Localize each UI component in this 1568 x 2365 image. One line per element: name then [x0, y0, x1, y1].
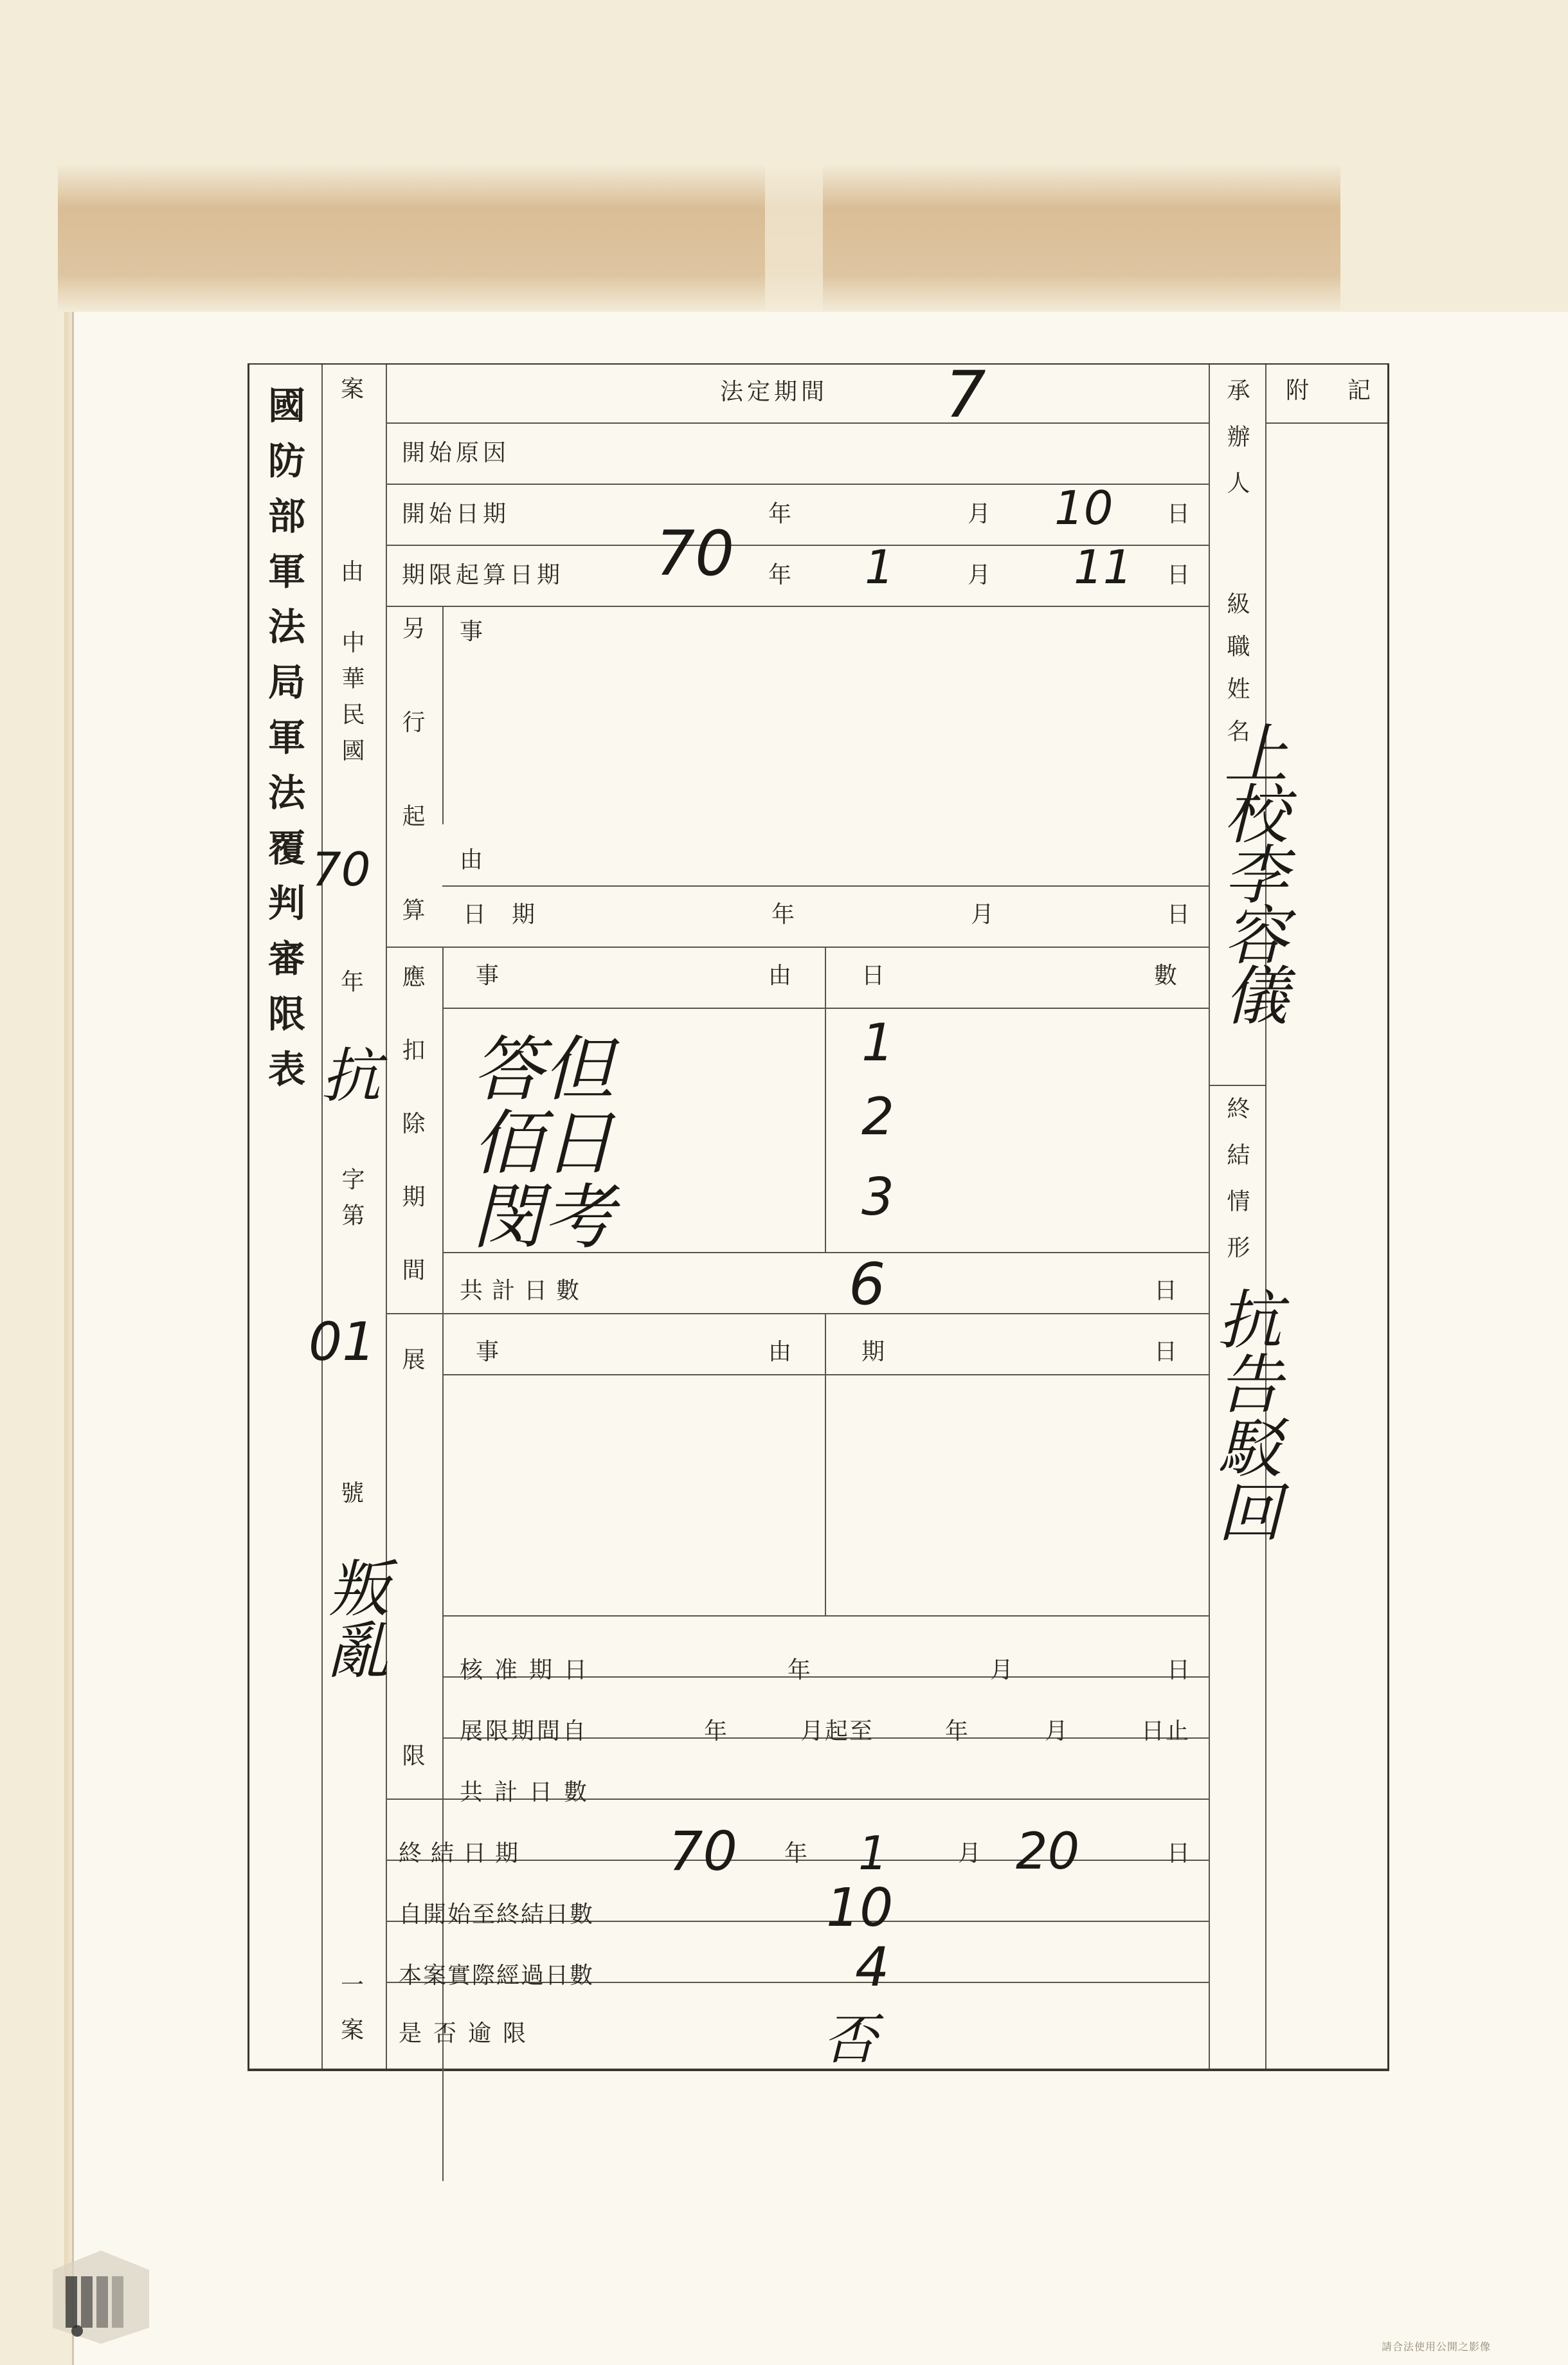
end-date-month-label: 月 — [958, 1840, 986, 1867]
extension-range-month-from: 月起至 — [800, 1718, 874, 1744]
label-an: 案 — [341, 2017, 368, 2043]
hw-deduct-row2-days: 2 — [861, 1087, 894, 1146]
hw-case-number: 01 — [309, 1312, 376, 1373]
deduct-col-count: 數 — [1154, 963, 1182, 989]
start-date-label: 開始日期 — [402, 501, 510, 527]
hw-actual-days: 4 — [855, 1935, 890, 1998]
start-reason-label: 開始原因 — [402, 440, 510, 466]
hw-end-day: 20 — [1016, 1823, 1080, 1881]
end-date-day-label: 日 — [1167, 1840, 1194, 1867]
hw-deduct-row2-matter: 佰日 — [473, 1102, 614, 1184]
separate-inner-divider — [442, 606, 444, 824]
hw-limit-month: 1 — [865, 540, 894, 594]
extension-approve-day: 日 — [1167, 1657, 1194, 1683]
limit-day-label: 日 — [1167, 562, 1194, 588]
result-label: 終結情形 — [1223, 1096, 1250, 1282]
hw-limit-year: 70 — [656, 518, 735, 590]
separate-year-label: 年 — [771, 902, 799, 928]
start-date-day-label: 日 — [1167, 501, 1194, 527]
separate-date-label: 日期 — [463, 902, 561, 928]
hw-case-cause: 叛亂 — [318, 1556, 390, 1680]
label-zi-di: 字第 — [338, 1167, 365, 1239]
handler-grade-label: 級職姓名 — [1223, 592, 1250, 761]
hw-limit-day: 11 — [1074, 540, 1133, 594]
hw-deduct-row3-matter: 閔考 — [473, 1176, 614, 1258]
start-date-year-label: 年 — [768, 501, 796, 527]
hw-start-day: 10 — [1054, 481, 1113, 535]
col-divider-remarks — [1265, 365, 1266, 2069]
extension-approve-year: 年 — [788, 1657, 815, 1683]
row-line — [386, 947, 1209, 948]
paper-stain-gap — [765, 164, 823, 312]
deduct-label: 應扣除期間 — [399, 965, 425, 1331]
deduct-total-label: 共計日數 — [460, 1278, 589, 1304]
label-hao: 號 — [341, 1480, 368, 1507]
hw-deduct-row1-days: 1 — [861, 1013, 894, 1073]
hw-legal-period: 7 — [945, 357, 986, 432]
deduct-col-reason: 由 — [768, 963, 796, 989]
hw-deduct-row1-matter: 答但 — [473, 1028, 614, 1110]
extension-range-month2: 月 — [1045, 1718, 1072, 1744]
deduct-inner-divider — [442, 947, 444, 2181]
hw-deduct-total: 6 — [849, 1251, 886, 1318]
handler-divider — [1209, 1085, 1265, 1086]
label-case: 案 — [341, 376, 368, 403]
row-line — [442, 1615, 1209, 1617]
hw-end-month: 1 — [858, 1826, 888, 1880]
extension-col-divider — [825, 1313, 826, 1615]
extension-col-reason: 由 — [768, 1339, 796, 1365]
end-date-label: 終結日期 — [399, 1840, 528, 1867]
hw-start-to-end-days: 10 — [826, 1878, 894, 1939]
hw-case-year: 70 — [312, 842, 371, 896]
limit-month-label: 月 — [968, 562, 995, 588]
hw-overdue: 否 — [823, 2008, 878, 2071]
deduct-col-day: 日 — [861, 963, 889, 989]
form-title: 國防部軍法局軍法覆判審限表 — [262, 386, 305, 1105]
remarks-label: 附記 — [1286, 377, 1410, 404]
end-date-year-label: 年 — [784, 1840, 812, 1867]
label-year: 年 — [341, 969, 368, 995]
deduct-col-matter: 事 — [476, 963, 503, 989]
row-line — [442, 885, 1209, 887]
watermark-text: 請合法使用公開之影像 — [1381, 2341, 1491, 2353]
remarks-header-line — [1265, 422, 1387, 424]
col-divider-label — [386, 365, 387, 2069]
hw-deduct-row3-days: 3 — [861, 1167, 894, 1227]
col-divider-handler — [1209, 365, 1210, 2069]
hw-end-year: 70 — [669, 1820, 737, 1883]
separate-start-label: 另行起算 — [399, 616, 425, 992]
deduct-col-divider — [825, 947, 826, 1252]
label-yi: 一 — [341, 1972, 368, 1998]
separate-day-label: 日 — [1167, 902, 1194, 928]
archive-logo-icon — [40, 2225, 162, 2347]
hw-result: 抗告駁回 — [1207, 1286, 1282, 1543]
extension-approve-label: 核准期日 — [460, 1657, 599, 1683]
overdue-label: 是否逾限 — [399, 2020, 538, 2047]
limit-start-date-label: 期限起算日期 — [402, 562, 564, 588]
extension-range-day-end: 日止 — [1141, 1718, 1191, 1744]
row-line — [386, 606, 1209, 607]
extension-col-matter: 事 — [476, 1339, 503, 1365]
start-to-end-days-label: 自開始至終結日數 — [399, 1901, 595, 1928]
label-reason: 由 — [341, 559, 368, 585]
extension-range-year2: 年 — [945, 1718, 973, 1744]
separate-reason-label: 由 — [460, 847, 487, 873]
legal-period-label: 法定期間 — [720, 379, 829, 405]
extension-approve-month: 月 — [990, 1657, 1018, 1683]
extension-total-label: 共計日數 — [460, 1779, 599, 1806]
limit-year-label: 年 — [768, 562, 796, 588]
hw-case-zi: 抗 — [321, 1042, 381, 1110]
label-roc: 中華民國 — [338, 630, 365, 774]
separate-matter-label: 事 — [460, 619, 487, 645]
deduct-total-unit: 日 — [1154, 1278, 1182, 1304]
row-line — [386, 1313, 1209, 1314]
start-date-month-label: 月 — [968, 501, 995, 527]
extension-col-period: 期 — [861, 1339, 889, 1365]
handler-label: 承辦人 — [1223, 378, 1250, 517]
row-line — [386, 422, 1209, 424]
extension-col-day: 日 — [1154, 1339, 1182, 1365]
extension-label: 展限 — [399, 1347, 425, 2139]
col-divider-case — [321, 365, 323, 2069]
extension-range-label: 展限期間自 — [460, 1718, 589, 1744]
paper-stain — [58, 164, 1340, 312]
extension-range-year: 年 — [704, 1718, 732, 1744]
separate-month-label: 月 — [971, 902, 998, 928]
actual-days-label: 本案實際經過日數 — [399, 1962, 595, 1989]
hw-handler-name: 上校李容儀 — [1213, 720, 1288, 1022]
